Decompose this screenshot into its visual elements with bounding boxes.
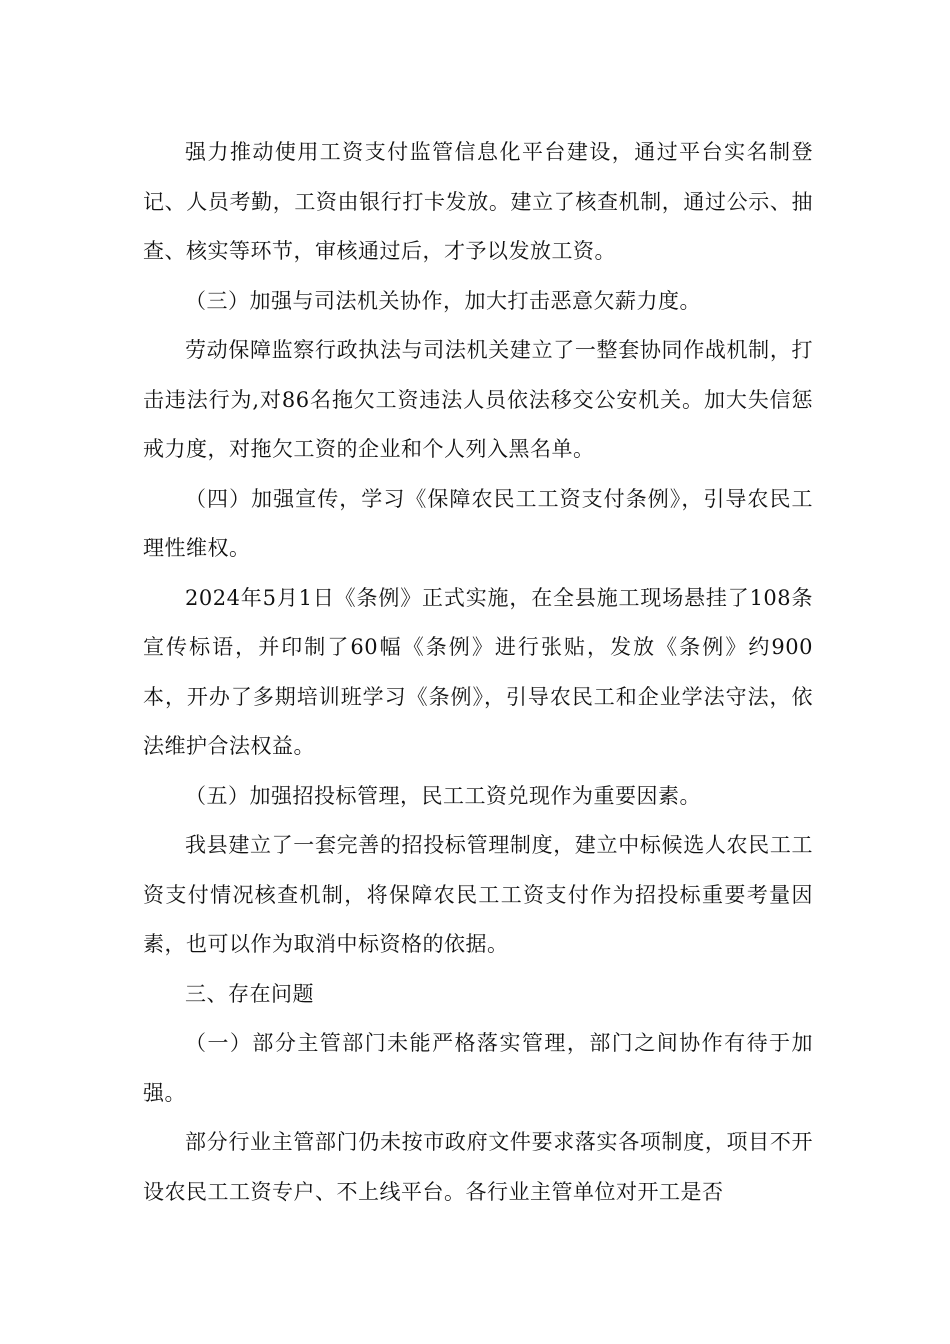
heading-publicity: （四）加强宣传，学习《保障农民工工资支付条例》，引导农民工理性维权。: [143, 486, 813, 560]
paragraph-department-coordination: 部分行业主管部门仍未按市政府文件要求落实各项制度，项目不开设农民工工资专户、不上线平台。各行业主管单位对开工是否: [143, 1130, 813, 1204]
body-text: [143, 128, 813, 1217]
paragraph-platform-construction: 强力推动使用工资支付监管信息化平台建设，通过平台实名制登记、人员考勤，工资由银行打卡发放。建立了核查机制，通过公示、抽查、核实等环节，审核通过后，才予以发放工资。: [143, 140, 813, 263]
heading-department-coordination: （一）部分主管部门未能严格落实管理，部门之间协作有待于加强。: [143, 1031, 813, 1105]
paragraph-judicial-cooperation: 劳动保障监察行政执法与司法机关建立了一整套协同作战机制，打击违法行为,对86名拖欠工资违法人员依法移交公安机关。加大失信惩戒力度，对拖欠工资的企业和个人列入黑名单。: [143, 338, 813, 461]
paragraph-bidding-management: 我县建立了一套完善的招投标管理制度，建立中标候选人农民工工资支付情况核查机制，将保障农民工工资支付作为招投标重要考量因素，也可以作为取消中标资格的依据。: [143, 833, 813, 956]
paragraph-publicity: 2024年5月1日《条例》正式实施，在全县施工现场悬挂了108条宣传标语，并印制了60幅《条例》进行张贴，发放《条例》约900本，开办了多期培训班学习《条例》，引导农民工和企业学法守法，依法维护合法权益。: [143, 585, 813, 758]
heading-judicial-cooperation: （三）加强与司法机关协作，加大打击恶意欠薪力度。: [185, 288, 701, 313]
heading-bidding-management: （五）加强招投标管理，民工工资兑现作为重要因素。: [185, 783, 701, 808]
section-heading-problems: 三、存在问题: [185, 981, 314, 1006]
